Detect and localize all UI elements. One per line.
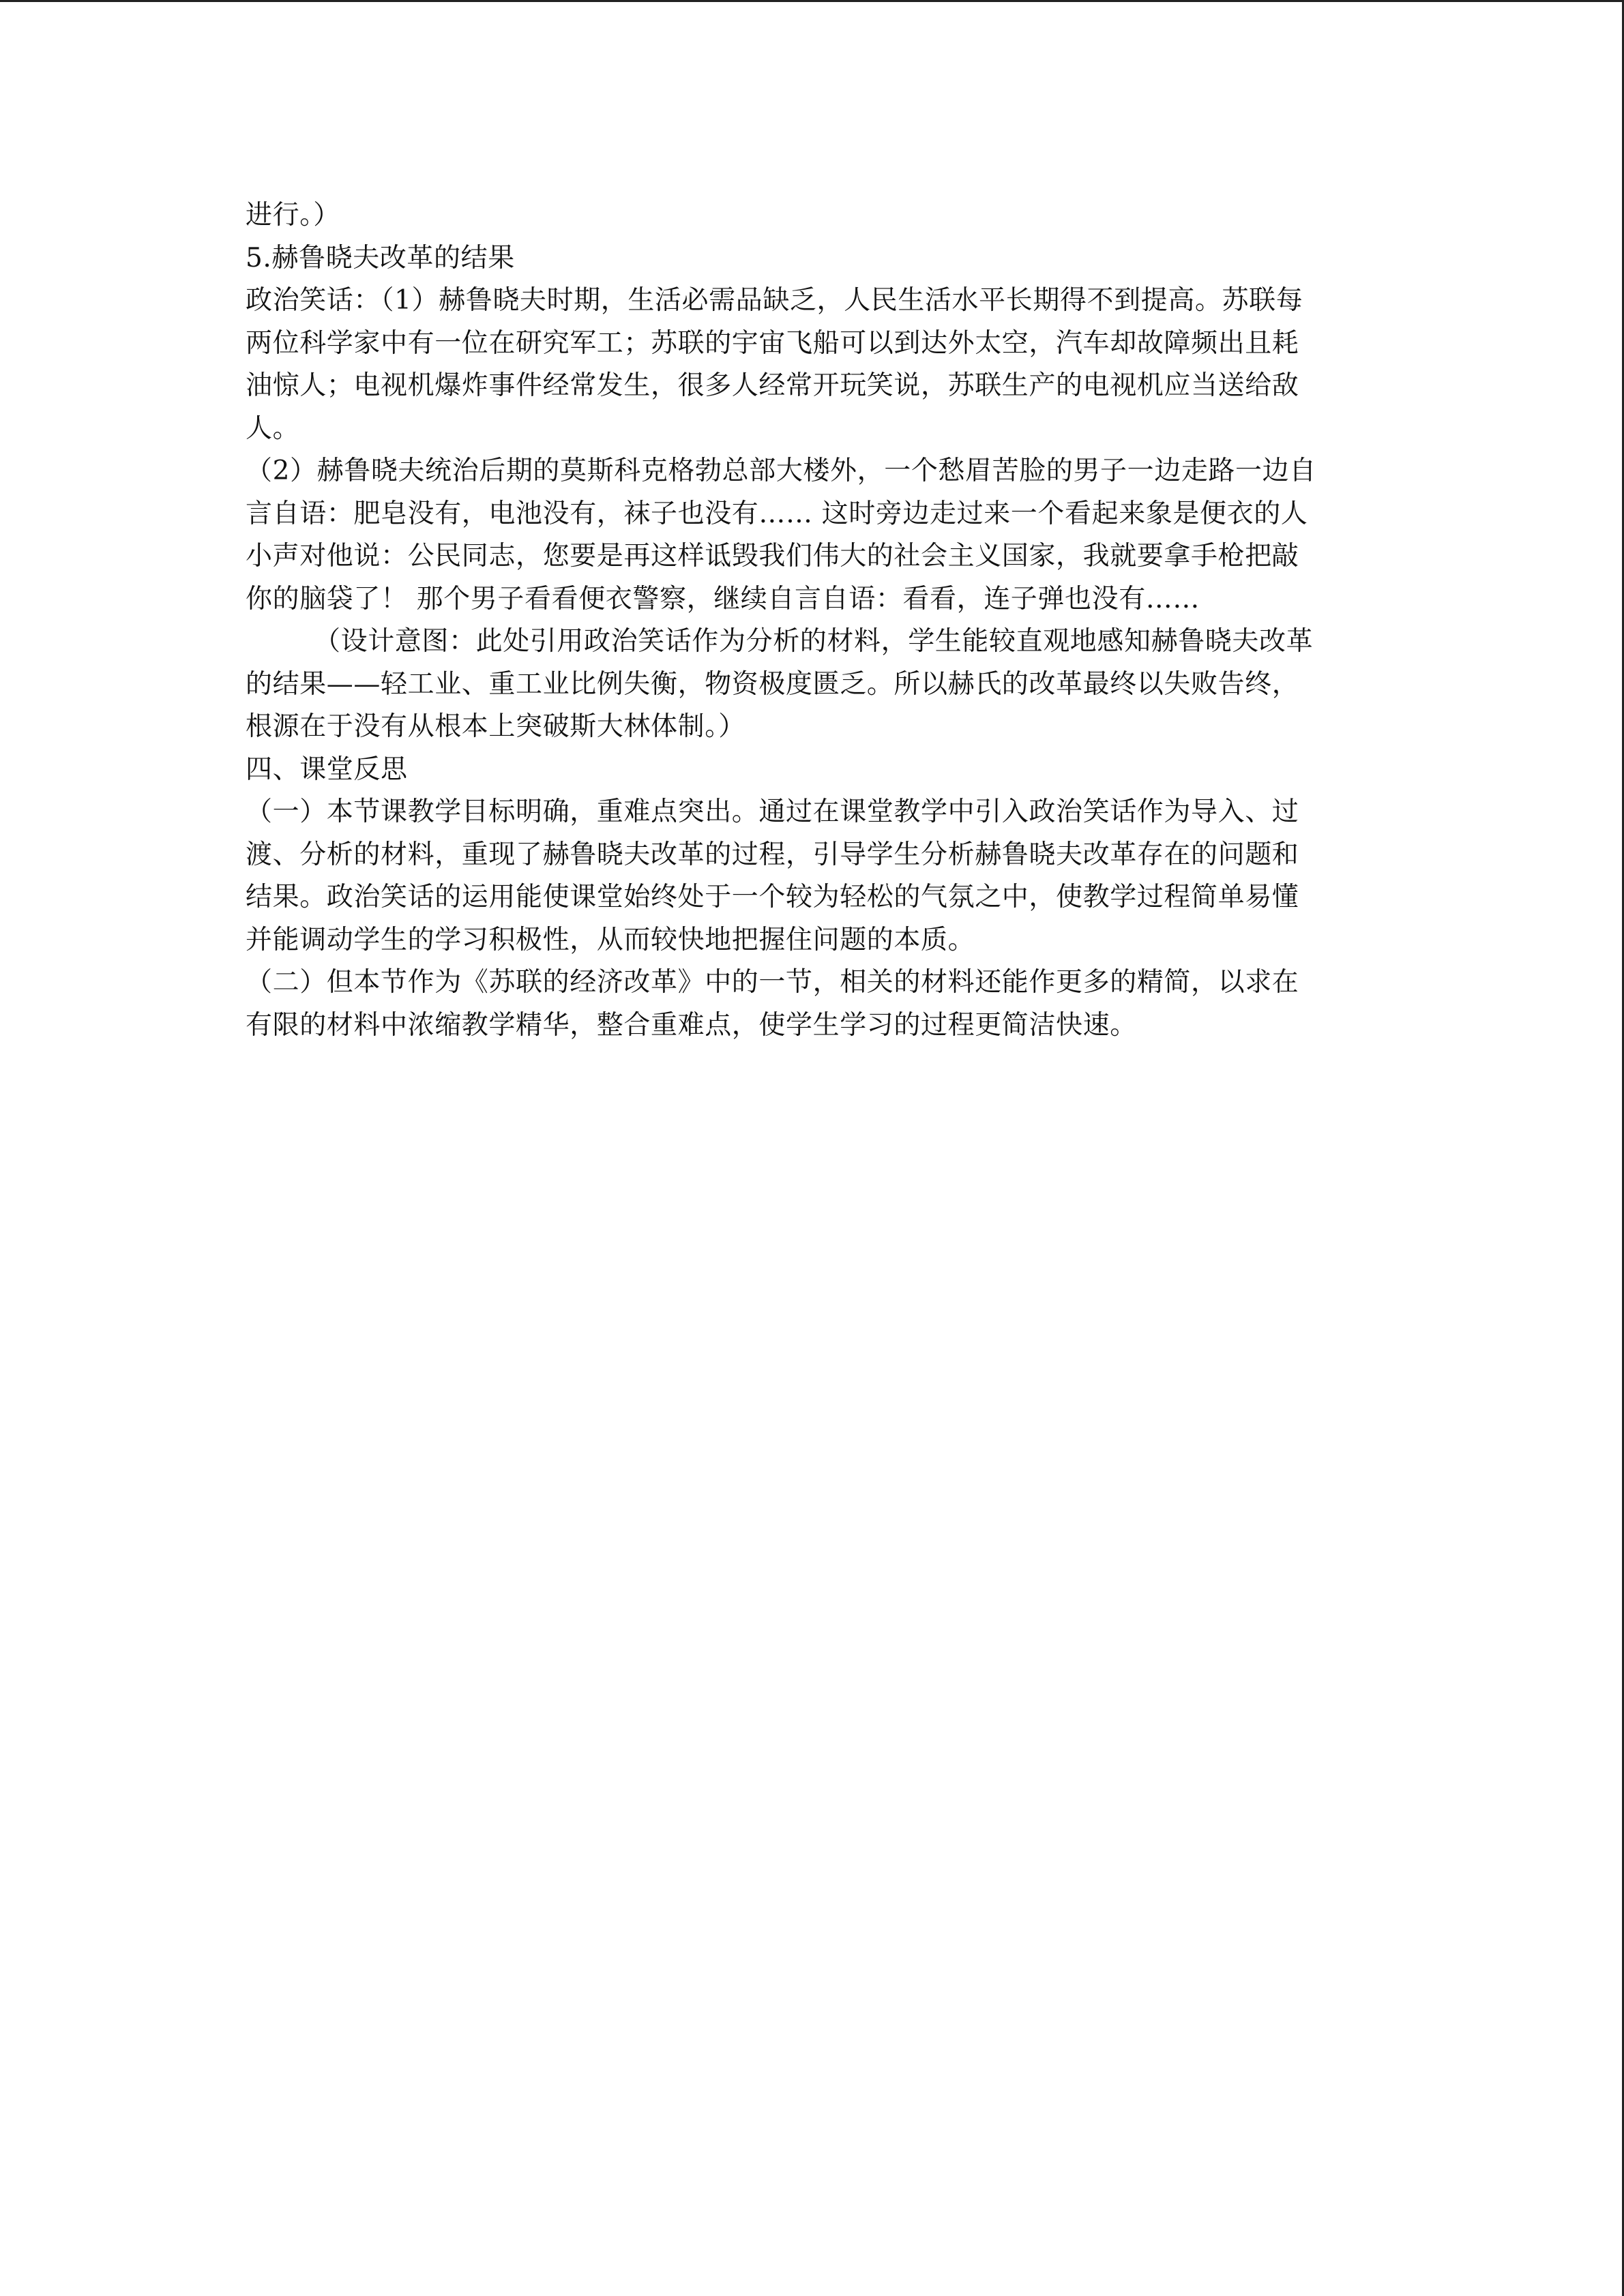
paragraph-line: 政治笑话：（1）赫鲁晓夫时期，生活必需品缺乏，人民生活水平长期得不到提高。苏联每 <box>246 285 1303 316</box>
paragraph-line: 两位科学家中有一位在研究军工；苏联的宇宙飞船可以到达外太空，汽车却故障频出且耗 <box>246 327 1299 359</box>
design-intent-line: （设计意图：此处引用政治笑话作为分析的材料，学生能较直观地感知赫鲁晓夫改革 <box>314 626 1314 657</box>
paragraph-line: 你的脑袋了！ 那个男子看看便衣警察，继续自言自语：看看，连子弹也没有…… <box>246 583 1200 614</box>
design-intent-line: 根源在于没有从根本上突破斯大林体制。） <box>246 711 745 742</box>
paragraph-line: 有限的材料中浓缩教学精华，整合重难点，使学生学习的过程更简洁快速。 <box>246 1009 1137 1041</box>
paragraph-line: 渡、分析的材料，重现了赫鲁晓夫改革的过程，引导学生分析赫鲁晓夫改革存在的问题和 <box>246 839 1299 870</box>
paragraph-line: 结果。政治笑话的运用能使课堂始终处于一个较为轻松的气氛之中，使教学过程简单易懂 <box>246 882 1299 912</box>
paragraph-line: 油惊人；电视机爆炸事件经常发生，很多人经常开玩笑说，苏联生产的电视机应当送给敌 <box>246 370 1299 401</box>
paragraph-line: 并能调动学生的学习积极性，从而较快地把握住问题的本质。 <box>246 924 975 955</box>
paragraph-line: 言自语：肥皂没有，电池没有，袜子也没有…… 这时旁边走过来一个看起来象是便衣的人 <box>246 498 1308 529</box>
paragraph-line: 进行。） <box>246 200 340 230</box>
design-intent-line: 的结果——轻工业、重工业比例失衡，物资极度匮乏。所以赫氏的改革最终以失败告终， <box>246 668 1299 700</box>
section-heading: 四、课堂反思 <box>246 754 408 785</box>
paragraph-line: （一）本节课教学目标明确，重难点突出。通过在课堂教学中引入政治笑话作为导入、过 <box>246 796 1299 827</box>
section-heading: 5.赫鲁晓夫改革的结果 <box>246 242 515 273</box>
paragraph-line: （2）赫鲁晓夫统治后期的莫斯科克格勃总部大楼外，一个愁眉苦脸的男子一边走路一边自 <box>246 456 1316 486</box>
paragraph-line: 小声对他说：公民同志，您要是再这样诋毁我们伟大的社会主义国家，我就要拿手枪把敲 <box>246 541 1299 571</box>
document-body <box>246 194 1391 1047</box>
paragraph-line: （二）但本节作为《苏联的经济改革》中的一节，相关的材料还能作更多的精简，以求在 <box>246 967 1299 998</box>
paragraph-line: 人。 <box>246 413 300 444</box>
